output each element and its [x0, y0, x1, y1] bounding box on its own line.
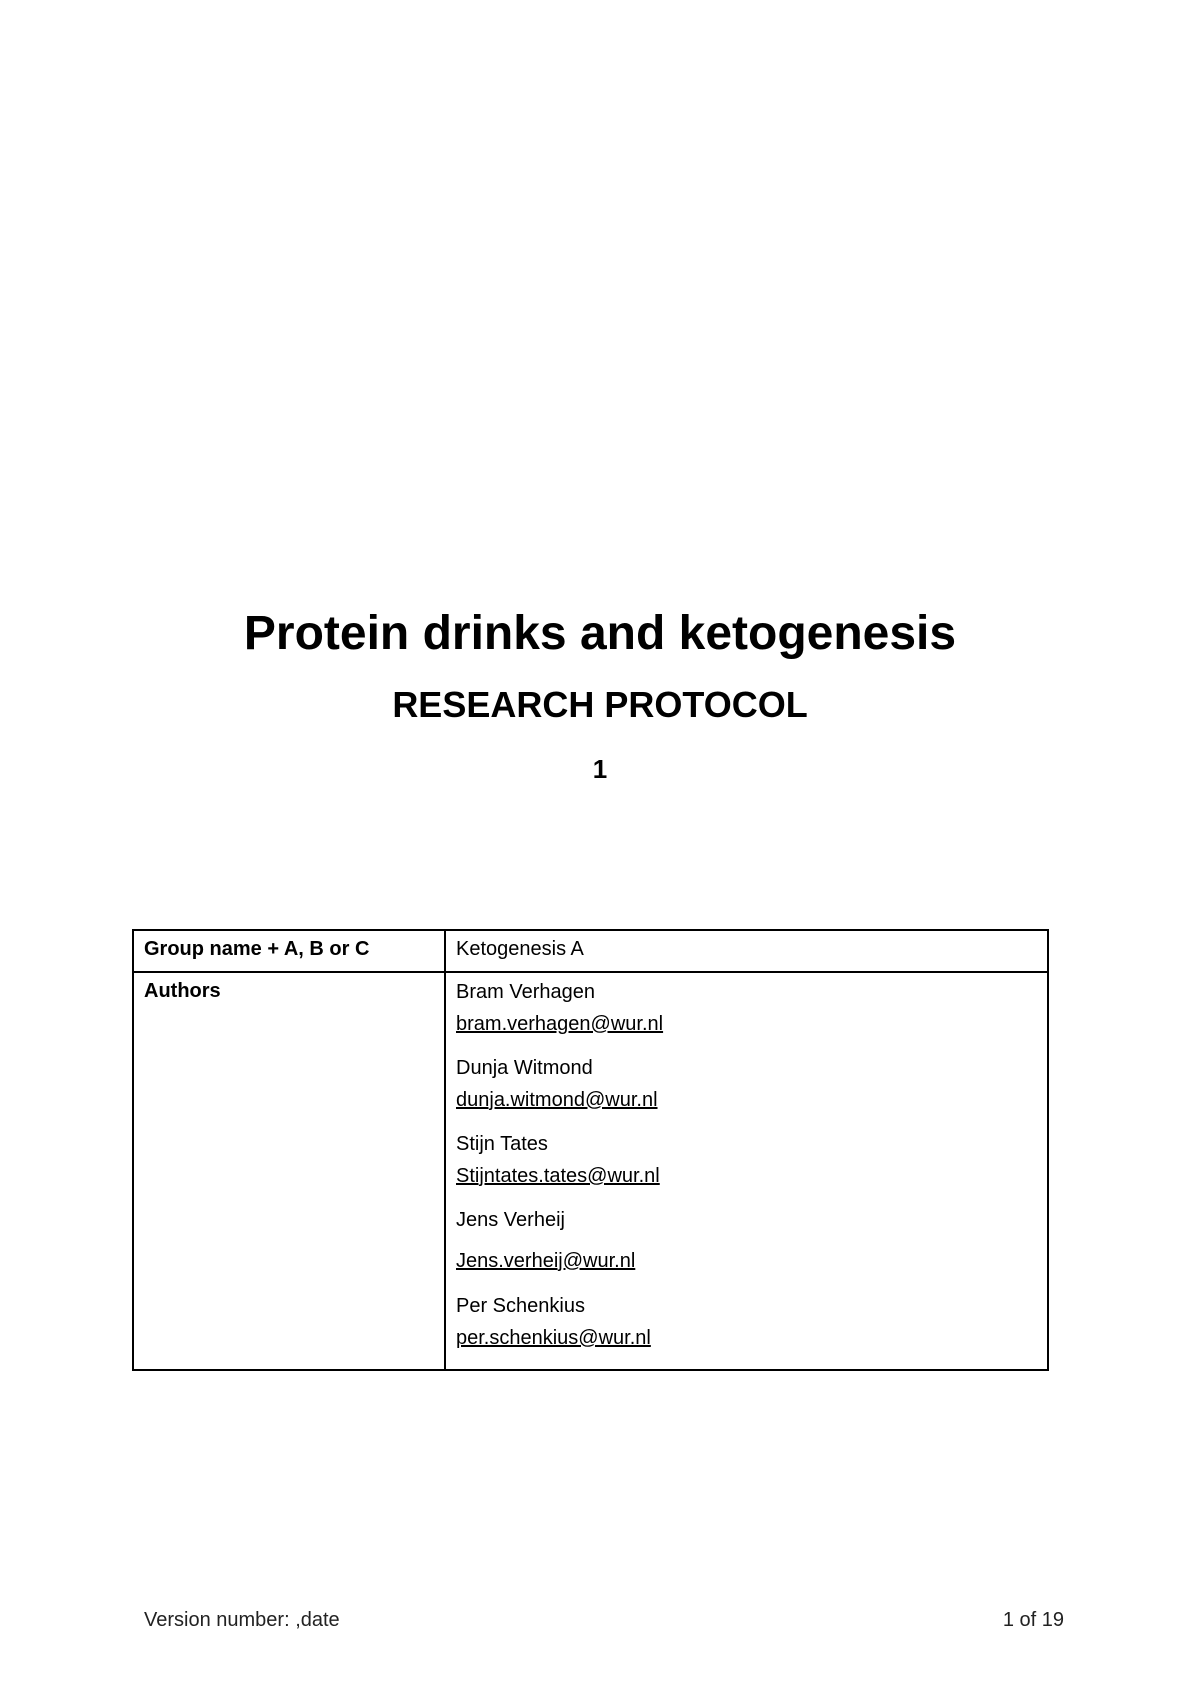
page-number: 1 of 19 — [1002, 1609, 1064, 1631]
author-email-link[interactable]: dunja.witmond@wur.nl — [456, 1089, 658, 1111]
group-value: Ketogenesis A — [445, 930, 1048, 972]
author-name: Per Schenkius — [456, 1295, 585, 1317]
authors-list — [445, 972, 1048, 1370]
title-block — [0, 605, 1200, 785]
author-email-link[interactable]: per.schenkius@wur.nl — [456, 1327, 651, 1349]
author-name: Dunja Witmond — [456, 1057, 593, 1079]
authors-row — [133, 972, 1048, 1370]
author-entry — [456, 1129, 1037, 1193]
group-row — [133, 930, 1048, 972]
protocol-number: 1 — [592, 754, 608, 784]
author-name: Bram Verhagen — [456, 981, 595, 1003]
authors-label: Authors — [133, 972, 445, 1370]
author-email-link[interactable]: Jens.verheij@wur.nl — [456, 1250, 636, 1272]
author-entry — [456, 977, 1037, 1041]
author-name: Stijn Tates — [456, 1133, 548, 1155]
info-table — [132, 929, 1049, 1371]
document-subtitle: RESEARCH PROTOCOL — [392, 684, 808, 725]
author-email-link[interactable]: bram.verhagen@wur.nl — [456, 1013, 664, 1035]
author-name: Jens Verheij — [456, 1209, 565, 1231]
version-info: Version number: ,date — [144, 1609, 340, 1631]
author-entry — [456, 1053, 1037, 1117]
author-entry — [456, 1205, 1037, 1279]
author-email-link[interactable]: Stijntates.tates@wur.nl — [456, 1165, 660, 1187]
group-label: Group name + A, B or C — [133, 930, 445, 972]
author-entry — [456, 1291, 1037, 1355]
document-title: Protein drinks and ketogenesis — [243, 607, 957, 660]
